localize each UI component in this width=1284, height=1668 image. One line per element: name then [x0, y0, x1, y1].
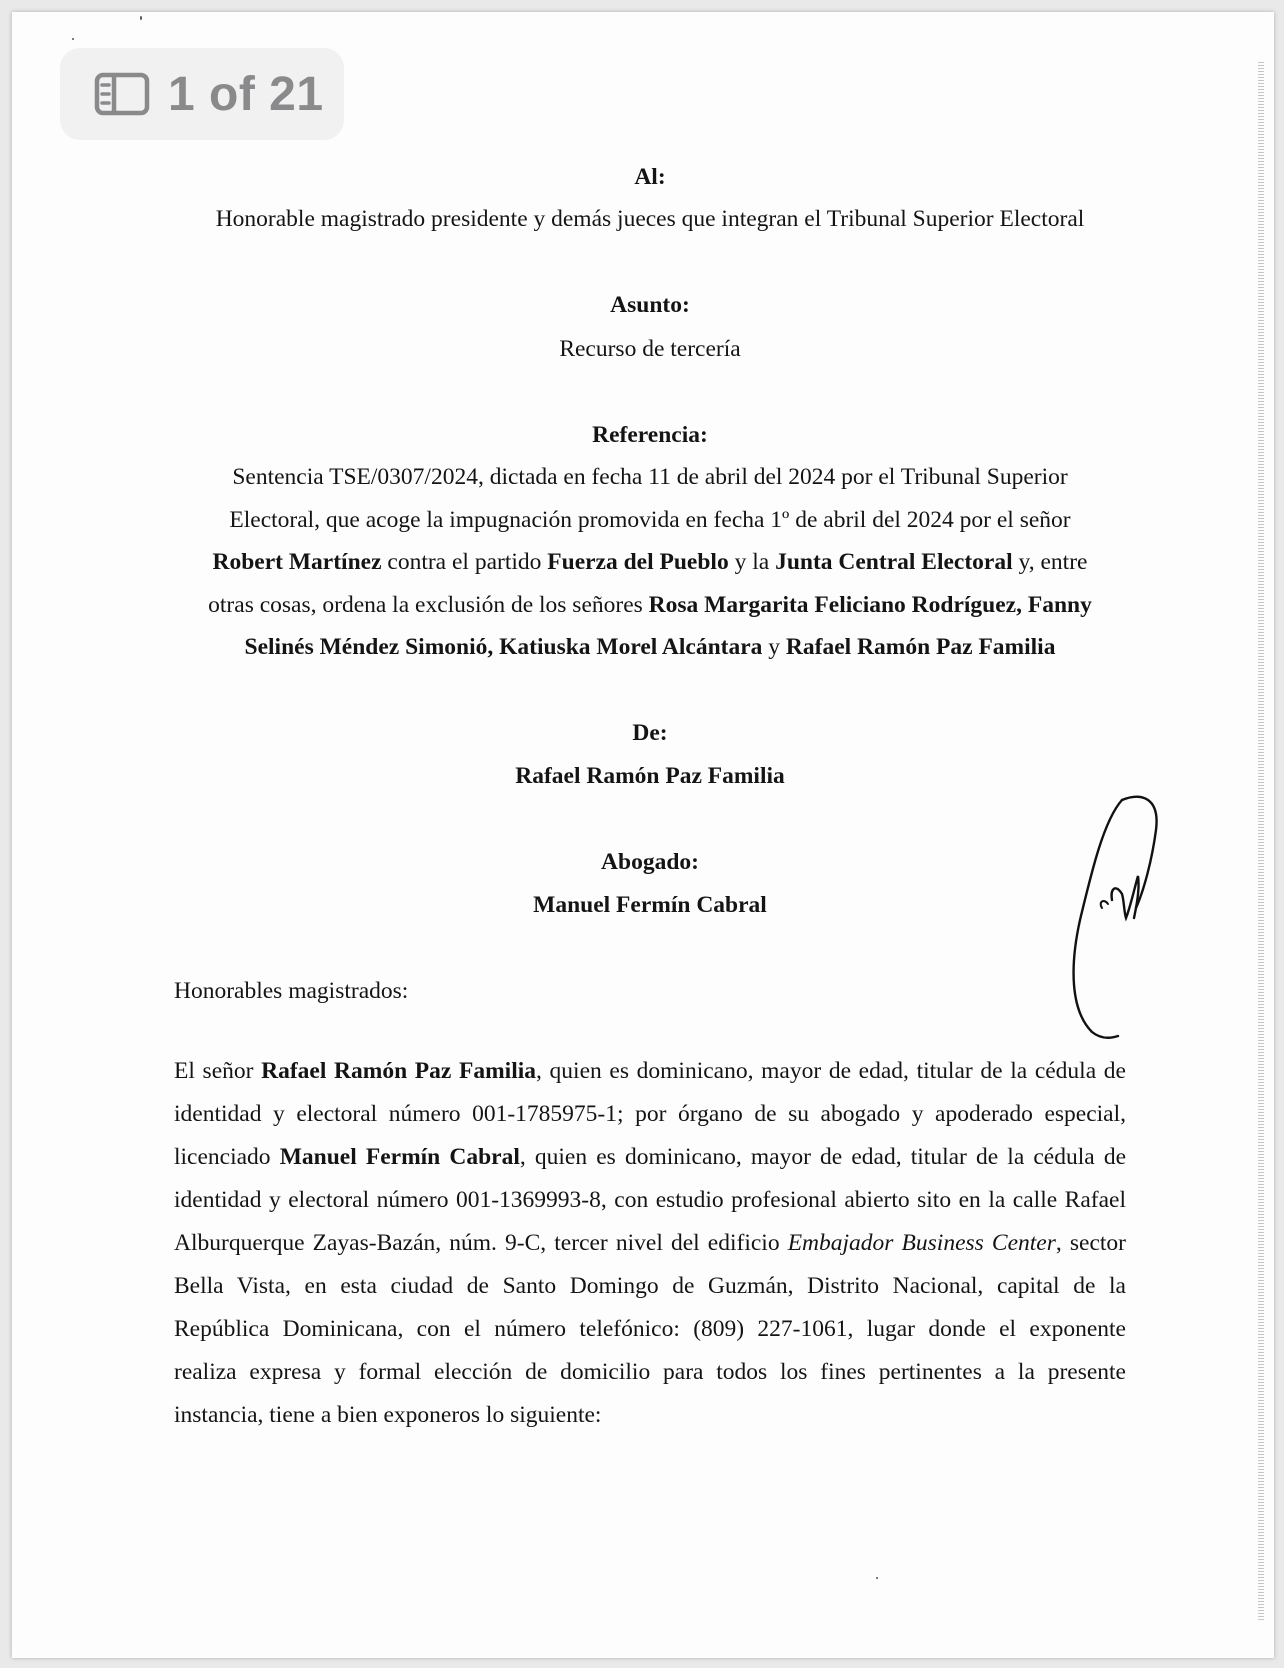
paragraph-line — [174, 1222, 1126, 1265]
text-run: otras cosas, ordena la exclusión de los señores — [208, 591, 649, 618]
reference-line — [0, 464, 1284, 491]
paragraph-line — [174, 1093, 1126, 1136]
page-counter[interactable] — [60, 48, 344, 140]
text-run: Alburquerque Zayas-Bazán, núm. 9-C, tercer nivel del edificio — [174, 1230, 788, 1256]
subject-text: Recurso de tercería — [559, 336, 741, 362]
bold-run: Robert Martínez — [212, 549, 382, 575]
text-run: instancia, tiene a bien exponeros lo siguiente: — [174, 1402, 602, 1428]
bold-run: Rafael Ramón Paz Familia — [261, 1058, 537, 1084]
bold-run: Rosa Margarita Feliciano Rodríguez, Fanny — [648, 591, 1092, 618]
text-run: , quien es dominicano, mayor de edad, titular de la cédula de — [536, 1058, 1126, 1084]
bold-run: Selinés Méndez Simonió, Katiuska Morel Alcántara — [244, 634, 763, 660]
paragraph-line — [174, 1351, 1126, 1394]
to-label: Al: — [634, 164, 666, 190]
bold-run: Fuerza del Pueblo — [547, 549, 729, 575]
paragraph-line — [174, 1265, 1126, 1308]
bold-run: Rafael Ramón Paz Familia — [785, 634, 1056, 660]
reference-label: Referencia: — [592, 422, 708, 448]
text-run: y, entre — [1012, 549, 1088, 575]
salutation: Honorables magistrados: — [174, 978, 409, 1004]
paragraph-line — [174, 1394, 1126, 1437]
lawyer-text: Manuel Fermín Cabral — [533, 892, 767, 918]
scan-speck — [876, 1577, 878, 1579]
paragraph-line — [174, 1136, 1126, 1179]
text-run: El señor — [174, 1058, 262, 1084]
text-run: identidad y electoral número 001-1369993-8, con estudio profesional abierto sito en la calle Rafael — [174, 1187, 1126, 1213]
text-run: realiza expresa y formal elección de domicilio para todos los fines pertinentes a la presente — [174, 1359, 1126, 1385]
paragraph-line — [174, 1179, 1126, 1222]
to-text: Honorable magistrado presidente y demás jueces que integran el Tribunal Superior Electoral — [215, 206, 1085, 232]
text-run: contra el partido — [381, 549, 548, 575]
italic-run: Embajador Business Center — [787, 1230, 1056, 1256]
from-text: Rafael Ramón Paz Familia — [515, 763, 785, 789]
text-run: Sentencia TSE/0307/2024, dictada en fecha 11 de abril del 2024 por el Tribunal Superior — [232, 464, 1068, 490]
text-run: Bella Vista, en esta ciudad de Santo Domingo de Guzmán, Distrito Nacional, capital de la — [174, 1273, 1126, 1299]
text-run: , quien es dominicano, mayor de edad, titular de la cédula de — [519, 1144, 1127, 1170]
text-run: , sector — [1055, 1230, 1126, 1256]
page-counter-label: 1 of 21 — [168, 67, 324, 121]
scan-speck — [140, 16, 142, 20]
bold-run: Manuel Fermín Cabral — [279, 1144, 520, 1170]
handwritten-signature — [1052, 790, 1172, 1055]
reference-line — [0, 592, 1284, 619]
from-label: De: — [632, 720, 668, 746]
reference-line — [0, 634, 1284, 661]
paragraph-line — [174, 1050, 1126, 1093]
reference-line — [0, 507, 1284, 534]
text-run: y — [762, 634, 786, 660]
body-paragraph — [174, 1050, 1126, 1437]
reference-line — [0, 549, 1284, 576]
text-run: identidad y electoral número 001-1785975-1; por órgano de su abogado y apoderado especial, — [174, 1101, 1126, 1127]
lawyer-label: Abogado: — [601, 849, 699, 875]
paragraph-line — [174, 1308, 1126, 1351]
text-run: y la — [728, 549, 776, 575]
text-run: Electoral, que acoge la impugnación promovida en fecha 1º de abril del 2024 por el señor — [229, 506, 1071, 533]
scan-speck — [72, 38, 74, 40]
text-run: República Dominicana, con el número telefónico: (809) 227-1061, lugar donde el exponente — [174, 1316, 1126, 1342]
sidebar-thumbnails-icon[interactable] — [94, 72, 150, 116]
bold-run: Junta Central Electoral — [775, 549, 1013, 575]
text-run: licenciado — [174, 1144, 280, 1170]
subject-label: Asunto: — [610, 292, 690, 318]
